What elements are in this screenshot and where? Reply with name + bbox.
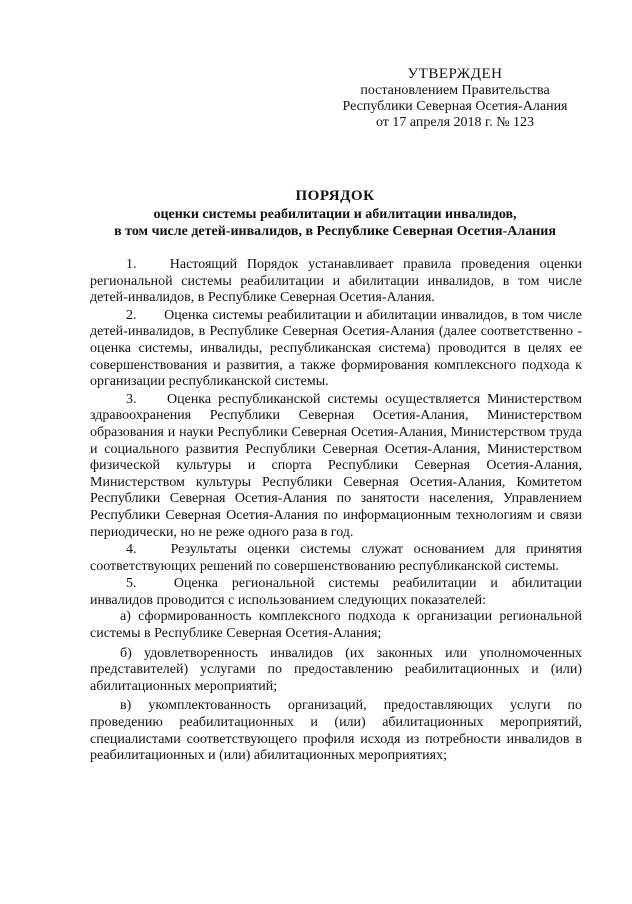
item-text: укомплектованность организаций, предоставляющих услуги по проведению реабилитационных и (или) абилитационных мероприятий, специалистами соответствующего профиля исходя из потребности инвалидов в реабилитационных и (или) абилитационных мероприятиях; bbox=[90, 698, 583, 764]
approval-line-2: Республики Северная Осетия-Алания bbox=[342, 99, 568, 114]
paragraph-text: Оценка республиканской системы осуществляется Министерством здравоохранения Республики Северная Осетия-Алания, Министерством образования и науки Республики Северная Осетия-Алания, Министерством труда и социального развития Республики Северная Осетия-Алания, Министерством физической культуры и спорта Республики Северная Осетия-Алания, Министерством культуры Республики Северная Осетия-Алания, Комитетом Республики Северная Осетия-Алания по занятости населения, Управлением Республики Северная Осетия-Алания по информационным технологиям и связи периодически, но не реже одного раза в год. bbox=[90, 391, 583, 540]
paragraph-text: Оценка системы реабилитации и абилитации инвалидов, в том числе детей-инвалидов, в Республике Северная Осетия-Алания (далее соответственно - оценка системы, инвалиды, республиканская система) проводится в целях ее совершенствования и развития, а также формирования комплексного подхода к организации республиканской системы. bbox=[90, 307, 583, 390]
list-item-b bbox=[90, 646, 582, 696]
paragraph-2 bbox=[90, 308, 582, 391]
list-item-c bbox=[90, 698, 582, 764]
approval-title: УТВЕРЖДЕН bbox=[407, 66, 503, 82]
paragraph-number: 1. bbox=[126, 257, 137, 272]
approval-stamp bbox=[330, 66, 580, 131]
paragraph-number: 5. bbox=[126, 576, 137, 592]
item-label: в) bbox=[120, 698, 132, 714]
item-text: сформированность комплексного подхода к организации региональной системы в Республике Северная Осетия-Алания; bbox=[90, 609, 582, 642]
document-heading bbox=[90, 188, 580, 240]
paragraph-text: Оценка региональной системы реабилитации и абилитации инвалидов проводится с использованием следующих показателей: bbox=[90, 576, 583, 608]
paragraph-number: 2. bbox=[126, 307, 137, 323]
paragraph-4 bbox=[90, 542, 582, 575]
heading-line-1: оценки системы реабилитации и абилитации инвалидов, bbox=[153, 207, 517, 222]
document-title: ПОРЯДОК bbox=[295, 188, 375, 204]
item-label: а) bbox=[120, 609, 131, 625]
item-label: б) bbox=[120, 645, 132, 661]
approval-line-1: постановлением Правительства bbox=[360, 83, 550, 98]
item-text: удовлетворенность инвалидов (их законных или уполномоченных представителей) услугами по предоставлению реабилитационных и (или) абилитационных мероприятий; bbox=[90, 645, 582, 694]
heading-line-2: в том числе детей-инвалидов, в Республике Северная Осетия-Алания bbox=[114, 224, 556, 239]
list-item-a bbox=[90, 609, 582, 642]
paragraph-number: 3. bbox=[126, 391, 137, 407]
paragraph-text: Результаты оценки системы служат основанием для принятия соответствующих решений по совершенствованию республиканской системы. bbox=[90, 542, 583, 574]
approval-line-3: от 17 апреля 2018 г. № 123 bbox=[375, 115, 535, 130]
paragraph-text: Настоящий Порядок устанавливает правила проведения оценки региональной системы реабилитации и абилитации инвалидов, в том числе детей-инвалидов, в Республике Северная Осетия-Алания. bbox=[90, 257, 582, 306]
paragraph-1 bbox=[90, 257, 582, 307]
paragraph-5 bbox=[90, 576, 582, 609]
paragraph-number: 4. bbox=[126, 542, 137, 558]
paragraph-3 bbox=[90, 392, 582, 541]
document-body bbox=[90, 257, 582, 765]
